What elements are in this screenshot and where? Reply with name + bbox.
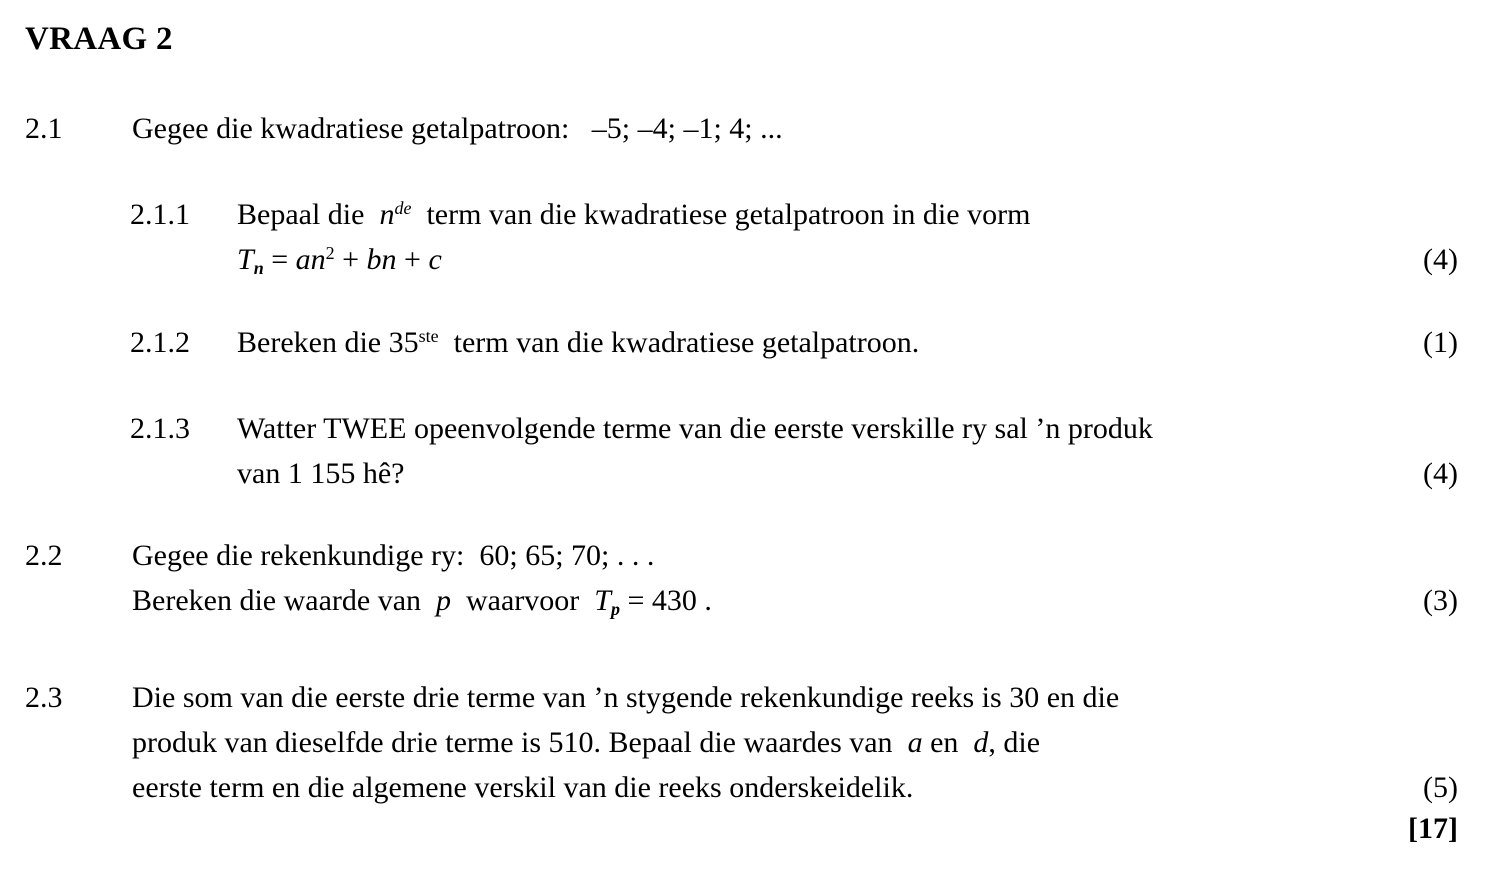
text-line: produk van dieselfde drie terme is 510. Bepaal die waardes van a en d, die [132, 726, 1041, 759]
text-line: van 1 155 hê? [237, 457, 405, 490]
text-line: Die som van die eerste drie terme van ’n stygende rekenkundige reeks is 30 en die [132, 681, 1120, 714]
marks-2-3: (5) [1423, 771, 1458, 804]
question-text [132, 106, 783, 151]
text-line: Gegee die kwadratiese getalpatroon: –5; –4; –1; 4; ... [132, 112, 783, 145]
formula-line: $T_n = an^2$ + bn + c [237, 243, 442, 278]
question-text [237, 406, 1153, 496]
page-title: VRAAG 2 [25, 21, 173, 57]
total-marks: [17] [1408, 812, 1458, 845]
question-number: 2.3 [25, 681, 63, 714]
question-text [132, 675, 1119, 810]
question-number: 2.1 [25, 112, 63, 145]
question-text [237, 320, 919, 365]
marks-2-1-1: (4) [1423, 243, 1458, 276]
text-line: Gegee die rekenkundige ry: 60; 65; 70; . . . [132, 539, 655, 572]
marks-2-1-3: (4) [1423, 457, 1458, 490]
question-text [132, 533, 712, 623]
text-line: Bepaal die $n^{de}$ term van die kwadratiese getalpatroon in die vorm [237, 198, 1031, 231]
question-text [237, 192, 1030, 282]
question-number: 2.1.2 [130, 326, 190, 359]
question-number: 2.1.3 [130, 412, 190, 445]
question-number: 2.1.1 [130, 198, 190, 231]
marks-2-1-2: (1) [1423, 326, 1458, 359]
text-line: Watter TWEE opeenvolgende terme van die eerste verskille ry sal ’n produk [237, 412, 1153, 445]
text-line: eerste term en die algemene verskil van die reeks onderskeidelik. [132, 771, 914, 804]
question-number: 2.2 [25, 539, 63, 572]
text-line: Bereken die 35ste term van die kwadratiese getalpatroon. [237, 326, 920, 359]
text-line: Bereken die waarde van p waarvoor $T_p = 430$ . [132, 584, 712, 619]
marks-2-2: (3) [1423, 584, 1458, 617]
